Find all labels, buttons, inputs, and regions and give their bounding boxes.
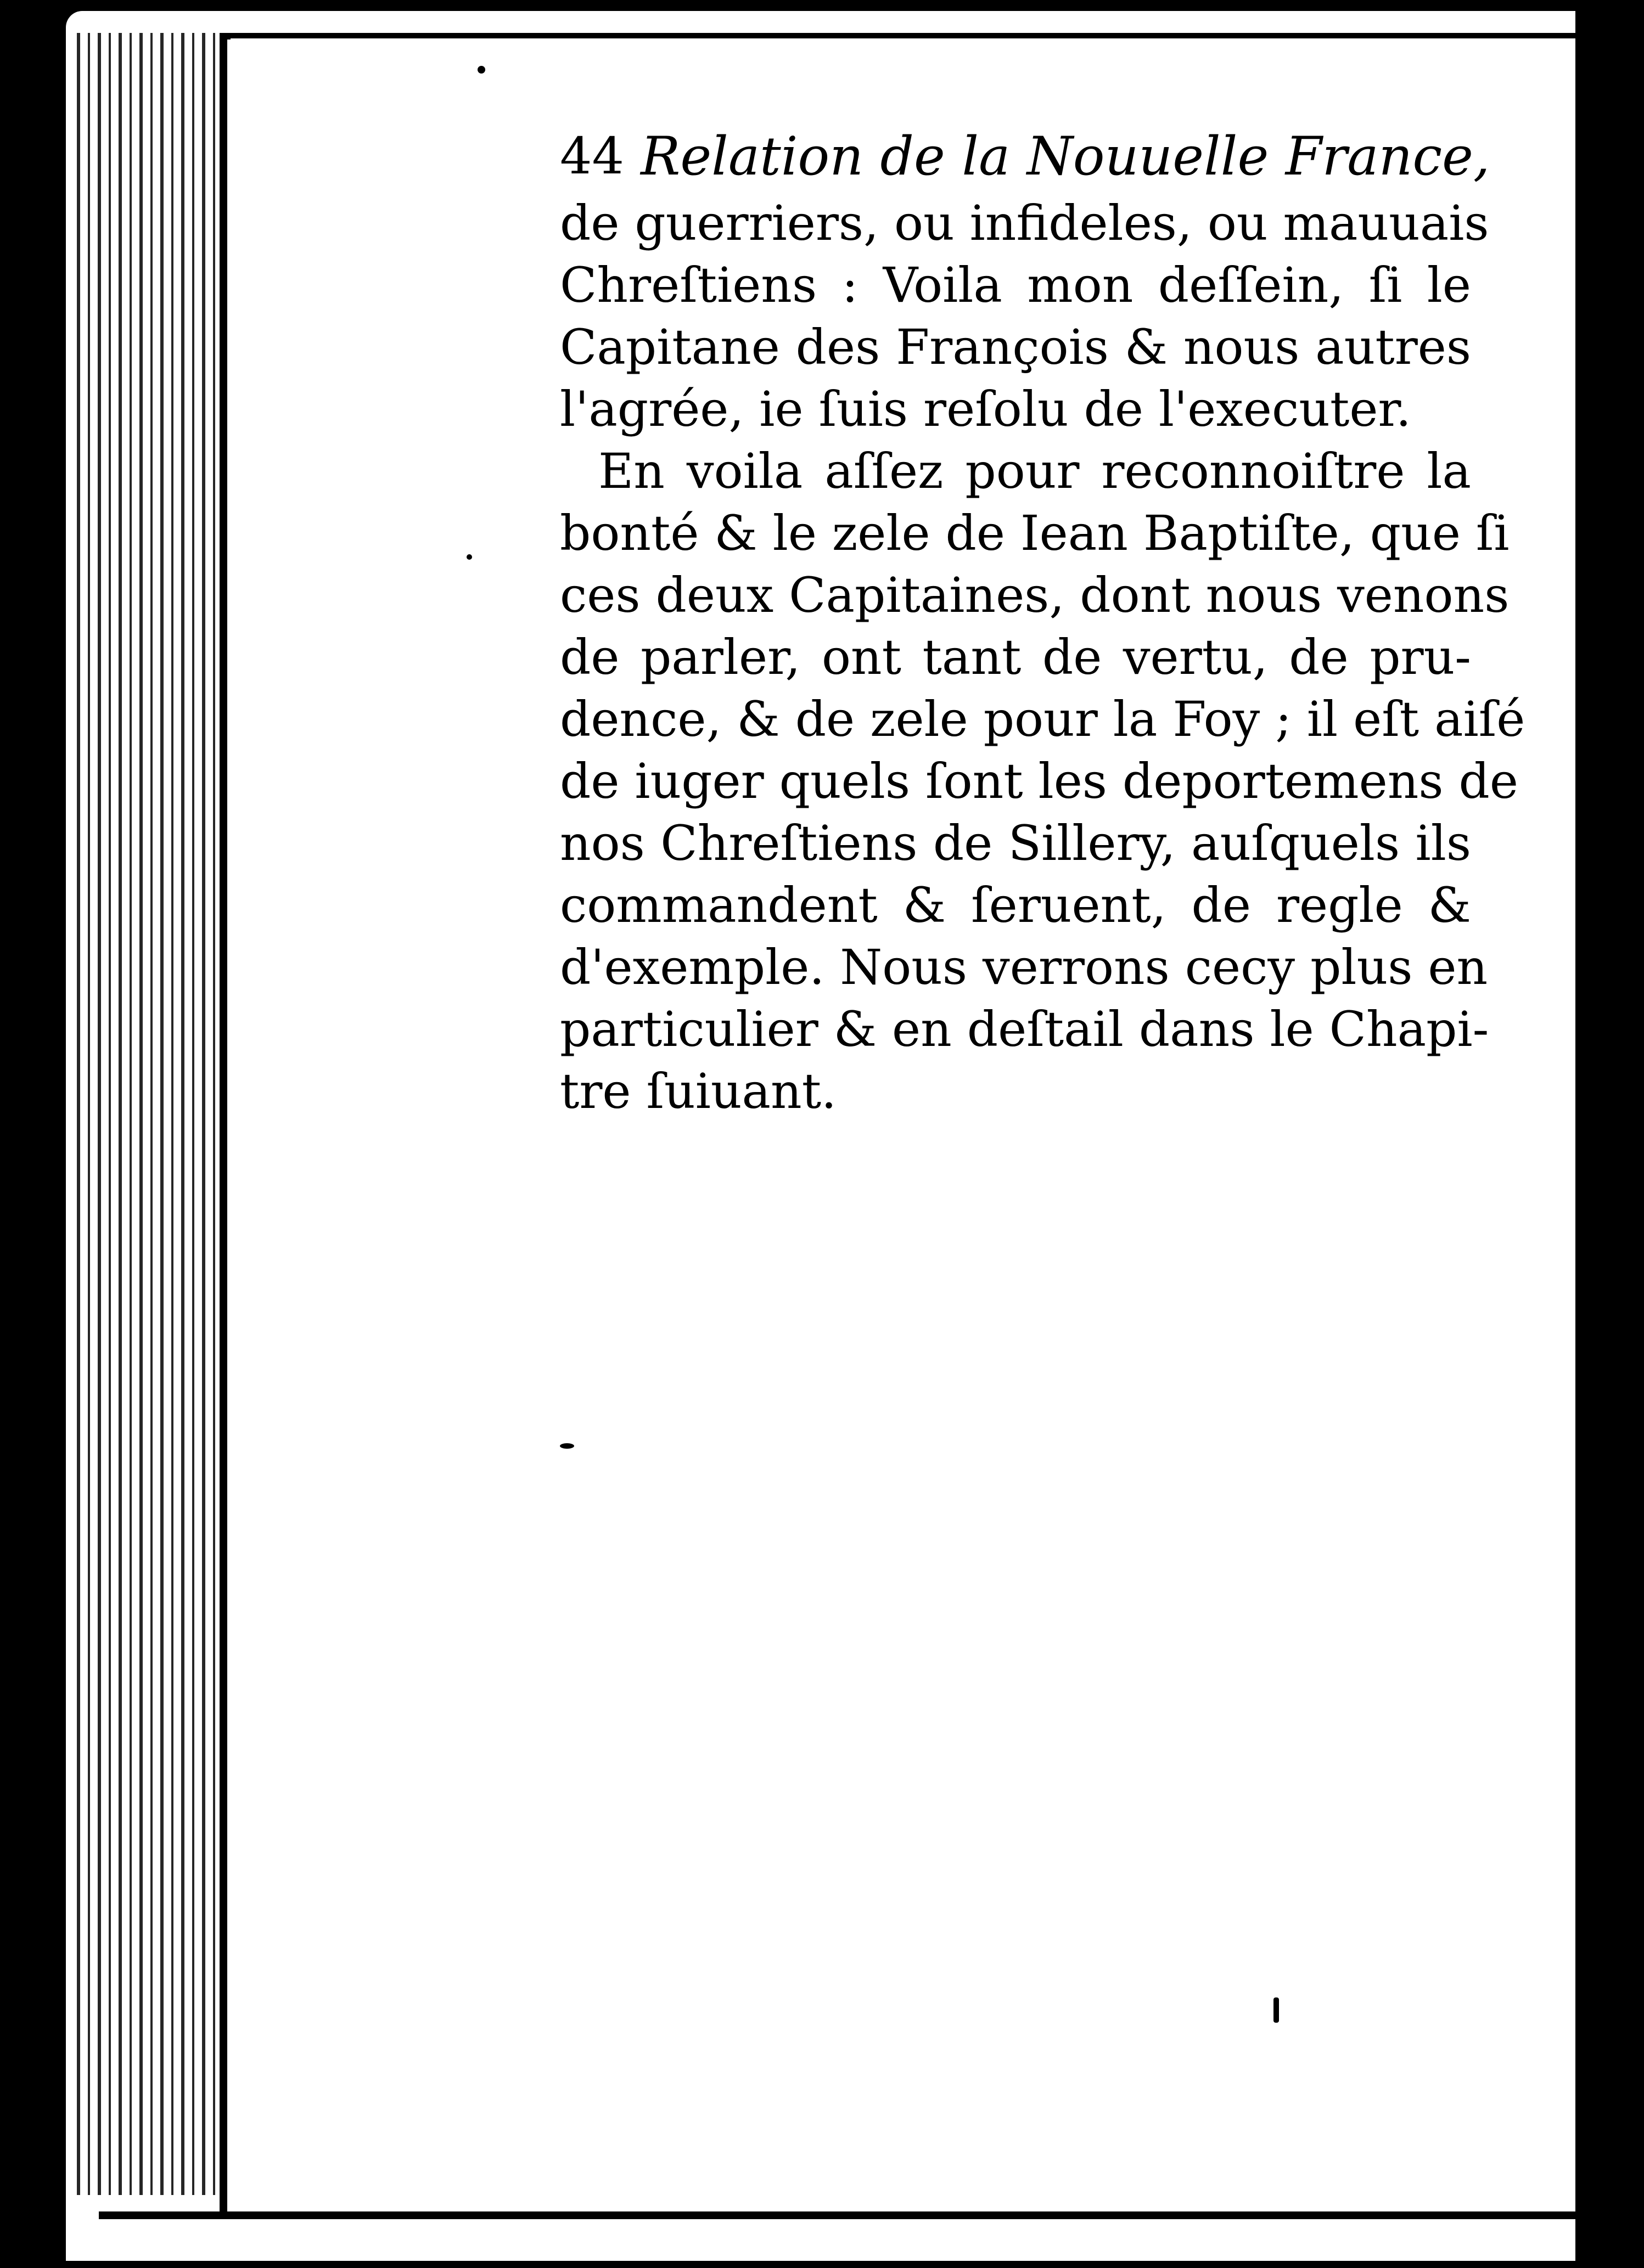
running-title: Relation de la Nouuelle France, — [641, 126, 1490, 187]
ink-speck — [467, 554, 472, 560]
text-line: En voila aſſez pour reconnoiſtre la — [598, 443, 1471, 499]
text-line: nos Chreſtiens de Sillery, auſquels ils — [560, 815, 1471, 871]
page-edges-stack — [77, 33, 225, 2195]
text-line: de parler, ont tant de vertu, de pru- — [560, 629, 1471, 685]
text-line: de guerriers, ou infideles, ou mauuais — [560, 195, 1489, 251]
ink-speck — [1273, 1997, 1279, 2023]
ink-speck — [478, 66, 485, 74]
page-number: 44 — [560, 127, 625, 185]
text-line: particulier & en deſtail dans le Chapi- — [560, 1001, 1489, 1057]
book-gutter — [1575, 0, 1644, 2268]
page-border-left — [220, 33, 227, 2217]
text-line: d'exemple. Nous verrons cecy plus en — [560, 939, 1488, 995]
text-line: commandent & ſeruent, de regle & — [560, 877, 1471, 933]
text-line: Chreſtiens : Voila mon deſſein, ſi le — [560, 257, 1471, 313]
text-line: l'agrée, ie ſuis reſolu de l'executer. — [560, 381, 1411, 437]
text-line: tre ſuiuant. — [560, 1063, 837, 1119]
page-border-bottom — [99, 2211, 1581, 2219]
page-header — [560, 121, 1490, 192]
text-line: Capitane des François & nous autres — [560, 319, 1471, 375]
page-text — [560, 121, 1525, 1122]
ink-speck — [560, 1443, 574, 1449]
text-line: ces deux Capitaines, dont nous venons — [560, 567, 1510, 623]
text-line: dence, & de zele pour la Foy ; il eſt aiſé — [560, 691, 1525, 747]
text-line: bonté & le zele de Iean Baptiſte, que ſi — [560, 505, 1510, 561]
text-line: de iuger quels ſont les deportemens de — [560, 753, 1518, 809]
